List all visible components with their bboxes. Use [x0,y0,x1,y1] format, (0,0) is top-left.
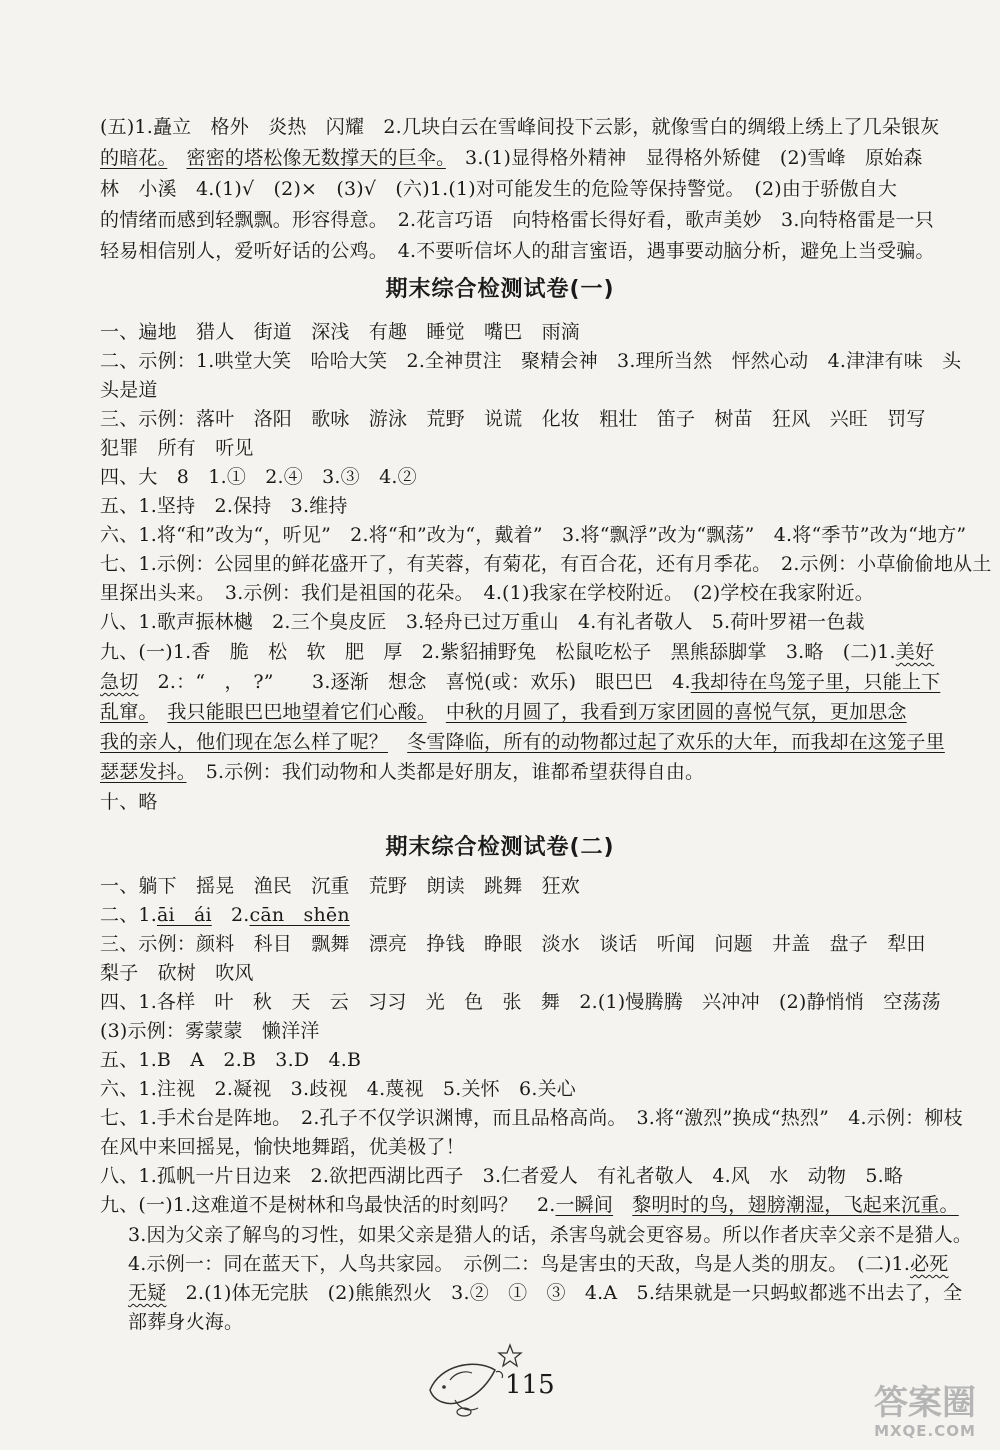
text-run: 2.：“ ， ?” 3.逐渐 想念 喜悦(或：欢乐) 眼巴巴 4. [138,671,691,693]
text-line [100,638,934,666]
text-run: 九、(一)1.这难道不是树林和鸟最快活的时刻吗？ 2. [100,1194,556,1216]
text-run: 4.示例一：同在蓝天下，人鸟共家园。 示例二：鸟是害虫的天敌，鸟是人类的朋友。 (二)1. [128,1253,911,1275]
text-line: (五)1.矗立 格外 炎热 闪耀 2.几块白云在雪峰间投下云影，就像雪白的绸缎上绣上了几朵银灰 [100,116,940,138]
underlined-answer: āi ái [156,904,212,926]
text-run [388,731,407,753]
underlined-answer: 黎明时的鸟，翅膀潮湿，飞起来沉重。 [632,1194,959,1216]
text-line: 头是道 [100,379,158,401]
underlined-answer: 瑟瑟发抖。 [100,761,187,783]
text-line: 七、1.示例：公园里的鲜花盛开了，有芙蓉，有菊花，有百合花，还有月季花。 2.示例：小草偷偷地从土 [100,553,992,575]
text-line: 四、1.各样 叶 秋 天 云 习习 光 色 张 舞 2.(1)慢腾腾 兴冲冲 (2)静悄悄 空荡荡 [100,991,941,1013]
wavy-answer: 无疑 [128,1282,167,1304]
text-line: 林 小溪 4.(1)√ (2)× (3)√ (六)1.(1)对可能发生的危险等保持警觉。 (2)由于骄傲自大 [100,178,898,200]
wavy-answer: 美好 [895,641,935,663]
text-line: 五、1.B A 2.B 3.D 4.B [100,1049,362,1071]
exam1-title: 期末综合检测试卷(一) [385,277,615,302]
underlined-answer: 我却待在鸟笼子里，只能上下 [690,671,941,693]
text-line [100,1191,959,1219]
underlined-answer: 中秋的月圆了，我看到万家团圆的喜悦气氛，更加思念 [445,701,907,723]
text-line [128,1250,949,1278]
watermark-text: 答案圈 [874,1383,976,1423]
underlined-answer: 一瞬间 [555,1194,614,1216]
text-line: 梨子 砍树 吹风 [100,962,254,984]
text-run [148,701,167,723]
text-line: 四、大 8 1.① 2.④ 3.③ 4.② [100,466,417,488]
text-line: (3)示例：雾蒙蒙 懒洋洋 [100,1020,320,1042]
underlined-answer: 乱窜。 [100,701,149,723]
text-line: 六、1.将“和”改为“，听见” 2.将“和”改为“，戴着” 3.将“飘浮”改为“飘荡” 4.将“季节”改为“地方” [100,524,967,546]
text-line: 五、1.坚持 2.保持 3.维持 [100,495,348,517]
text-line: 六、1.注视 2.凝视 3.歧视 4.蔑视 5.关怀 6.关心 [100,1078,576,1100]
text-line [100,698,907,726]
text-line: 在风中来回摇晃，愉快地舞蹈，优美极了！ [100,1136,465,1158]
text-line: 二、示例：1.哄堂大笑 哈哈大笑 2.全神贯注 聚精会神 3.理所当然 怦然心动 4.津津有味 头 [100,350,962,372]
underlined-answer: cān shēn [249,904,350,926]
text-line [100,668,940,696]
text-line [100,758,704,786]
page-number: 115 [505,1370,555,1400]
spacer [167,147,186,169]
text-run [427,701,446,723]
underlined-answer: 的暗花。 [100,147,168,169]
text-line: 的情绪而感到轻飘飘。形容得意。 2.花言巧语 向特格雷长得好看，歌声美妙 3.向特格雷是一只 [100,209,934,231]
underlined-answer: 我只能眼巴巴地望着它们心酸。 [167,701,427,723]
text-line: 七、1.手术台是阵地。 2.孔子不仅学识渊博，而且品格高尚。 3.将“激烈”换成“热烈” 4.示例：柳枝 [100,1107,963,1129]
text-line [100,144,923,172]
text-line [100,728,945,756]
text-run: 2.(1)体无完肤 (2)熊熊烈火 3.② ① ③ 4.A 5.结果就是一只蚂蚁都逃不出去了，全 [166,1282,963,1304]
text-run: 3.(1)显得格外精神 显得格外矫健 (2)雪峰 原始森 [445,147,923,169]
underlined-answer: 我的亲人，他们现在怎么样了呢？ [100,731,389,753]
watermark-url: MXQE.COM [874,1422,976,1440]
text-line: 八、1.孤帆一片日边来 2.欲把西湖比西子 3.仁者爱人 有礼者敬人 4.风 水 动物 5.略 [100,1165,904,1187]
dolphin-icon [420,1340,580,1420]
text-line: 轻易相信别人，爱听好话的公鸡。 4.不要听信坏人的甜言蜜语，遇事要动脑分析，避免上当受骗。 [100,240,935,262]
text-run: 二、1. [100,904,157,926]
text-line [100,901,350,929]
exam2-title: 期末综合检测试卷(二) [385,835,615,860]
underlined-answer: 冬雪降临，所有的动物都过起了欢乐的大年，而我却在这笼子里 [407,731,945,753]
text-line: 3.因为父亲了解鸟的习性，如果父亲是猎人的话，杀害鸟就会更容易。所以作者庆幸父亲不是猎人。 [128,1224,973,1246]
text-line: 一、遍地 猎人 街道 深浅 有趣 睡觉 嘴巴 雨滴 [100,321,581,343]
text-line: 犯罪 所有 听见 [100,437,254,459]
text-run: 5.示例：我们动物和人类都是好朋友，谁都希望获得自由。 [186,761,705,783]
wavy-answer: 必死 [910,1253,949,1275]
page-footer [420,1340,580,1420]
text-line: 一、躺下 摇晃 渔民 沉重 荒野 朗读 跳舞 狂欢 [100,875,581,897]
text-line: 里探出头来。 3.示例：我们是祖国的花朵。 4.(1)我家在学校附近。 (2)学校在我家附近。 [100,582,874,604]
text-run [613,1194,632,1216]
text-run: 九、(一)1.香 脆 松 软 肥 厚 2.紫貂捕野兔 松鼠吃松子 黑熊舔脚掌 3.略 (二)1. [100,641,896,663]
wavy-answer: 急切 [100,671,139,693]
underlined-answer: 密密的塔松像无数撑天的巨伞。 [186,147,446,169]
text-run: 2. [211,904,250,926]
text-line [128,1279,962,1307]
watermark-logo [870,1384,980,1442]
text-line: 三、示例：颜料 科目 飘舞 漂亮 挣钱 睁眼 淡水 谈话 听闻 问题 井盖 盘子 犁田 [100,933,926,955]
text-line: 十、略 [100,791,158,813]
text-line: 三、示例：落叶 洛阳 歌咏 游泳 荒野 说谎 化妆 粗壮 笛子 树苗 狂风 兴旺 罚写 [100,408,926,430]
text-line: 八、1.歌声振林樾 2.三个臭皮匠 3.轻舟已过万重山 4.有礼者敬人 5.荷叶罗裙一色裁 [100,611,865,633]
text-line: 部葬身火海。 [128,1311,244,1333]
